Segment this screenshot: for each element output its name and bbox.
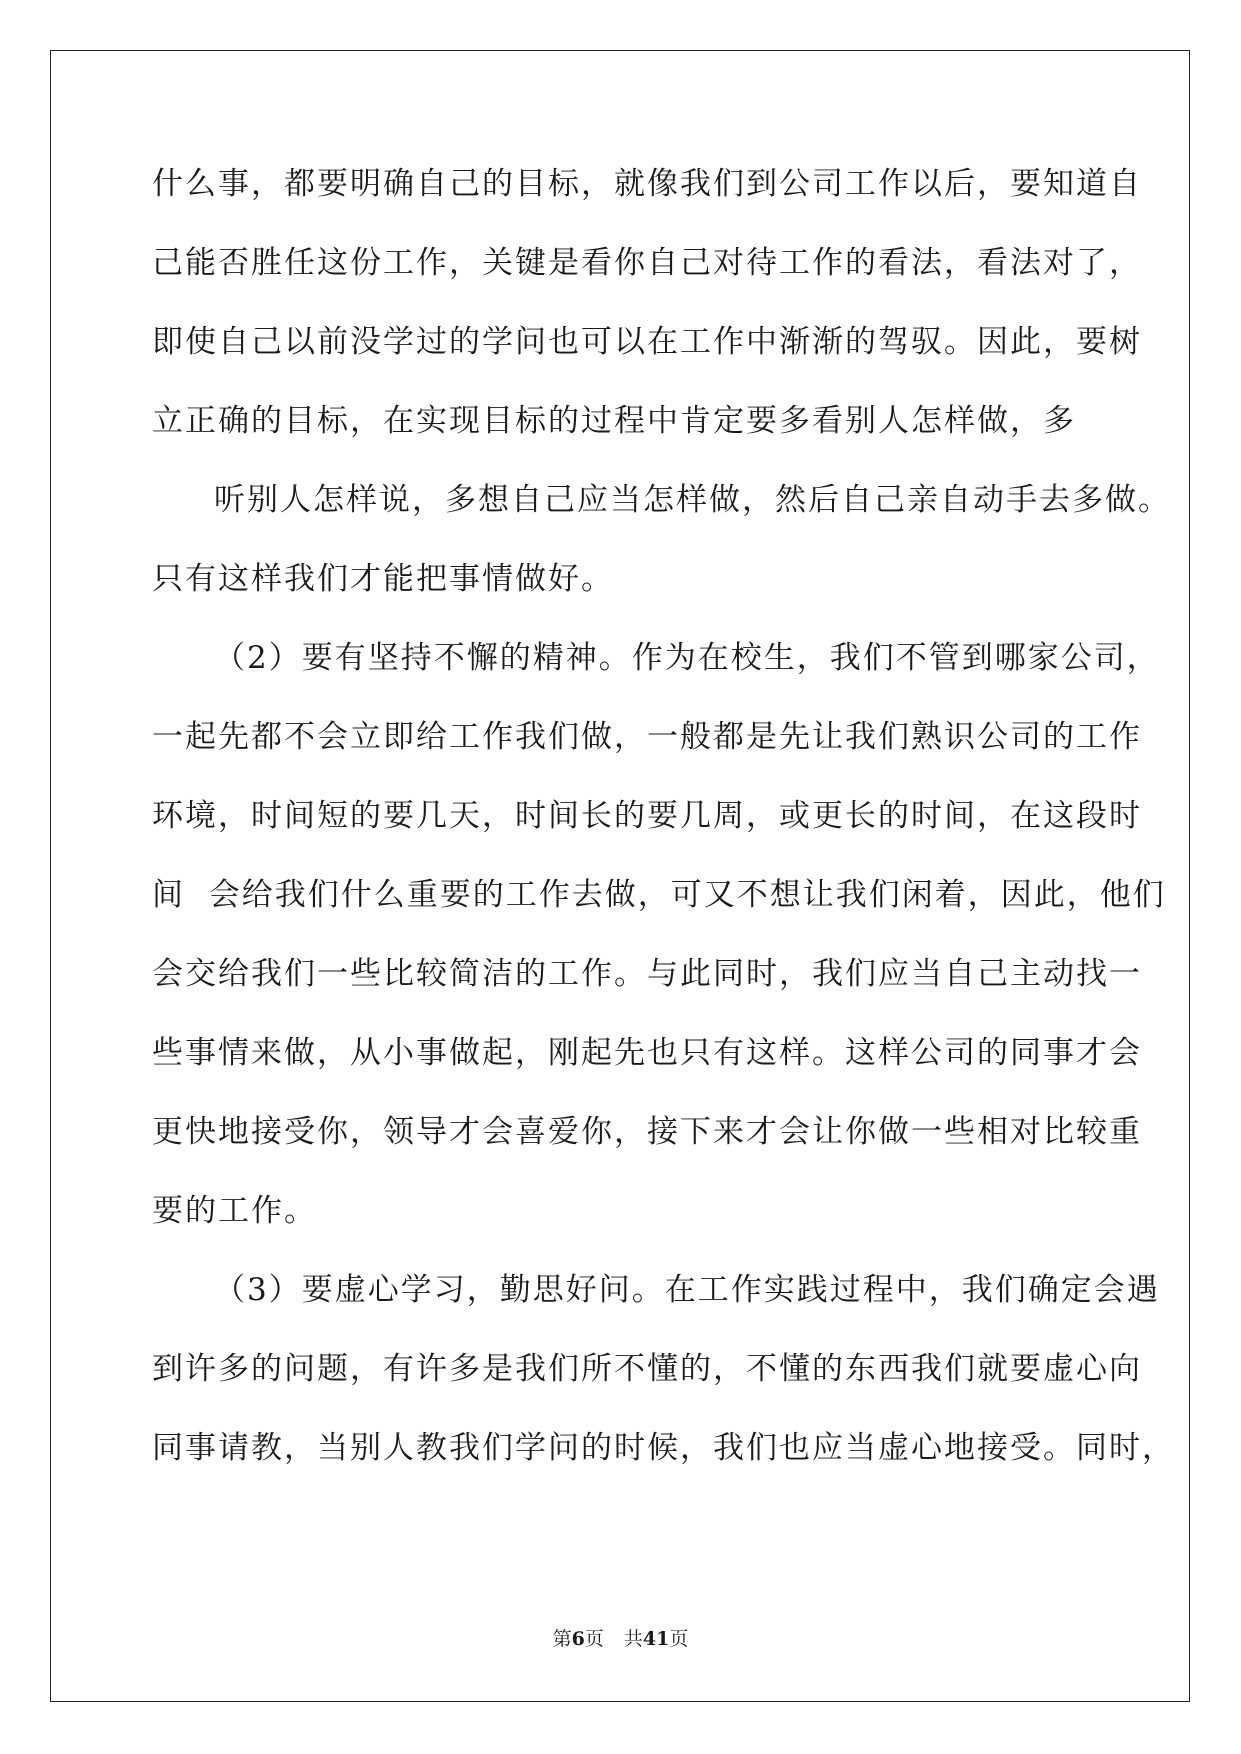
text-line: 要的工作。	[152, 1193, 317, 1229]
text-line: 什么事，都要明确自己的目标，就像我们到公司工作以后，要知道自	[152, 166, 1142, 202]
text-line: （2）要有坚持不懈的精神。作为在校生，我们不管到哪家公司，	[214, 640, 1160, 676]
current-page-number: 6	[571, 1628, 585, 1650]
page-prefix: 第	[552, 1628, 572, 1650]
text-line: 只有这样我们才能把事情做好。	[152, 561, 614, 597]
page-suffix: 页	[584, 1628, 604, 1650]
total-prefix: 共	[623, 1628, 643, 1650]
text-line: 己能否胜任这份工作，关键是看你自己对待工作的看法，看法对了，	[152, 245, 1142, 281]
text-line: 即使自己以前没学过的学问也可以在工作中渐渐的驾驭。因此，要树	[152, 324, 1142, 360]
text-line: 一起先都不会立即给工作我们做，一般都是先让我们熟识公司的工作	[152, 719, 1142, 755]
text-line: 立正确的目标，在实现目标的过程中肯定要多看别人怎样做，多	[152, 403, 1076, 439]
text-line: （3）要虚心学习，勤思好问。在工作实践过程中，我们确定会遇	[214, 1272, 1160, 1308]
text-line: 会交给我们一些比较简洁的工作。与此同时，我们应当自己主动找一	[152, 956, 1142, 992]
text-line: 到许多的问题，有许多是我们所不懂的，不懂的东西我们就要虚心向	[152, 1351, 1142, 1387]
total-suffix: 页	[669, 1628, 689, 1650]
text-line: 些事情来做，从小事做起，刚起先也只有这样。这样公司的同事才会	[152, 1035, 1142, 1071]
text-line: 更快地接受你，领导才会喜爱你，接下来才会让你做一些相对比较重	[152, 1114, 1142, 1150]
page-footer	[0, 1624, 1241, 1651]
total-pages-number: 41	[642, 1628, 670, 1650]
text-line: 同事请教，当别人教我们学问的时候，我们也应当虚心地接受。同时，	[152, 1430, 1175, 1466]
text-line: 听别人怎样说，多想自己应当怎样做，然后自己亲自动手去多做。	[214, 482, 1171, 518]
text-line: 环境，时间短的要几天，时间长的要几周，或更长的时间，在这段时	[152, 798, 1142, 834]
document-body	[152, 162, 1175, 1505]
text-line: 间 会给我们什么重要的工作去做，可又不想让我们闲着，因此，他们	[152, 877, 1166, 913]
